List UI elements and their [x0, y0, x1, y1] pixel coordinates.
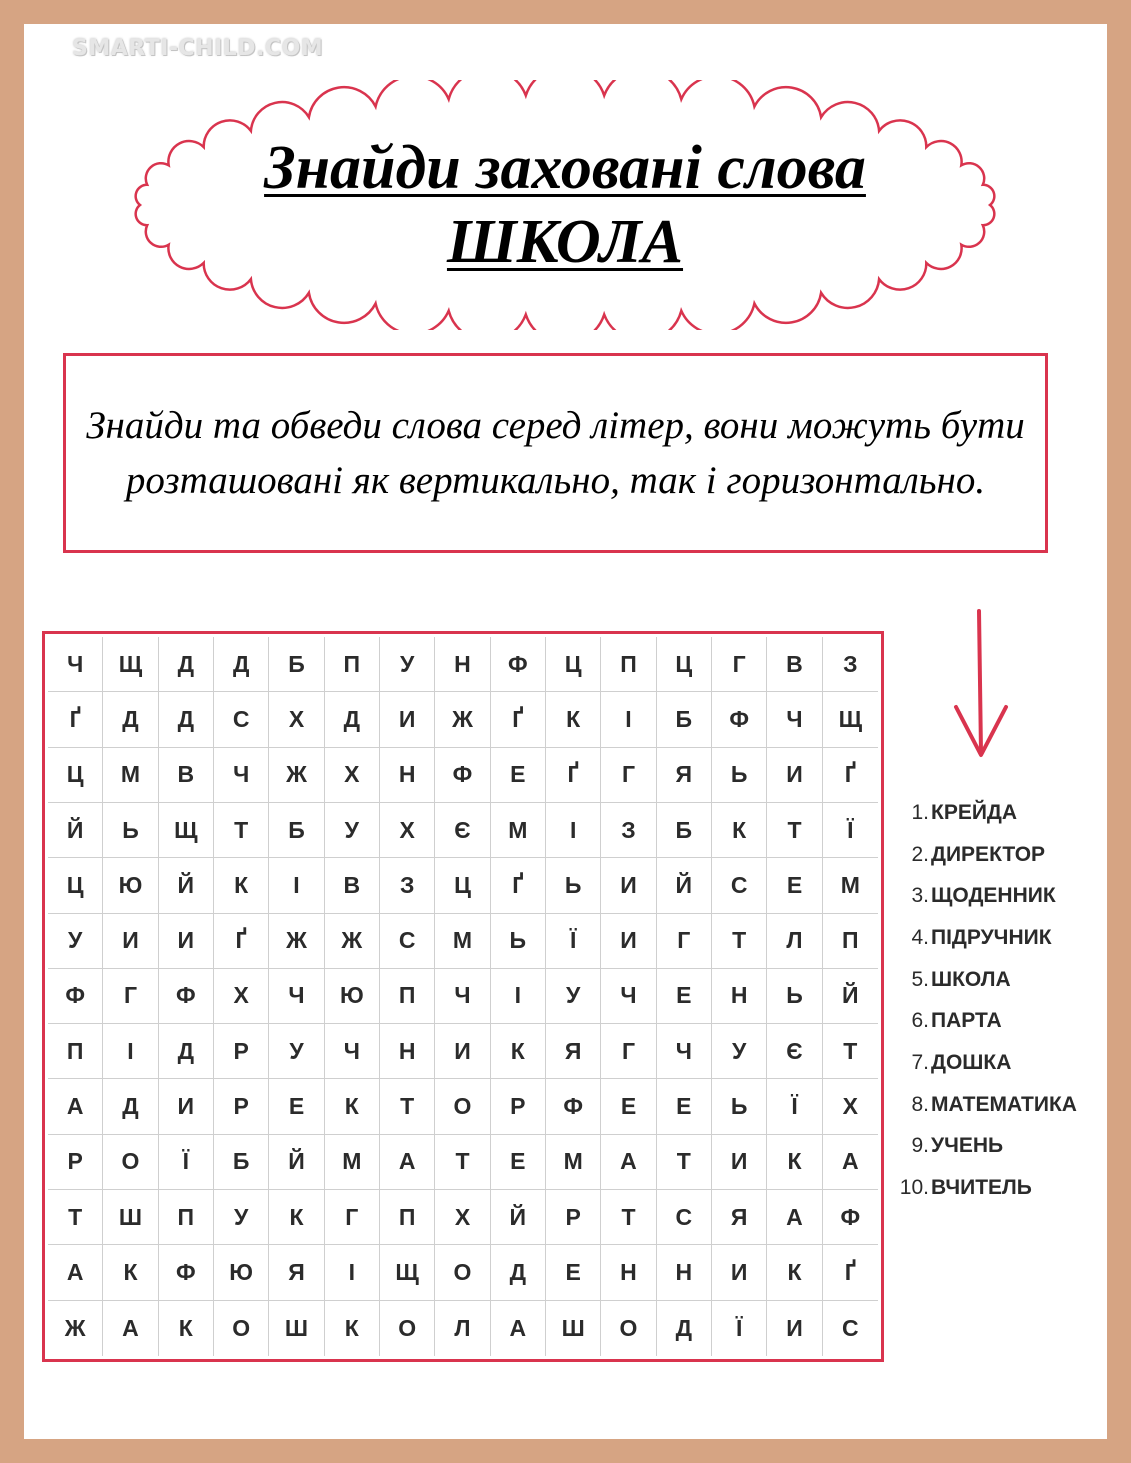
grid-cell[interactable]: К	[491, 1024, 546, 1079]
grid-cell[interactable]: О	[214, 1301, 269, 1356]
grid-cell[interactable]: Д	[103, 1079, 158, 1134]
grid-cell[interactable]: М	[491, 803, 546, 858]
grid-cell[interactable]: Ь	[767, 969, 822, 1024]
grid-cell[interactable]: Є	[767, 1024, 822, 1079]
word-number: 4.	[911, 925, 929, 949]
grid-cell[interactable]: С	[712, 858, 767, 913]
grid-cell[interactable]: Ш	[546, 1301, 601, 1356]
word-number: 3.	[911, 884, 929, 908]
grid-cell[interactable]: Д	[159, 1024, 214, 1079]
grid-cell[interactable]: Й	[48, 803, 103, 858]
grid-cell[interactable]: И	[380, 692, 435, 747]
grid-cell[interactable]: Г	[103, 969, 158, 1024]
grid-cell[interactable]: Е	[767, 858, 822, 913]
grid-cell[interactable]: Щ	[823, 692, 878, 747]
grid-cell[interactable]: Е	[269, 1079, 324, 1134]
word-list-item	[886, 1167, 1116, 1209]
grid-cell[interactable]: У	[380, 637, 435, 692]
grid-cell[interactable]: Я	[269, 1245, 324, 1300]
grid-cell[interactable]: Г	[601, 1024, 656, 1079]
word-number: 10.	[899, 1176, 929, 1200]
word-number: 8.	[911, 1092, 929, 1116]
grid-cell[interactable]: Ц	[48, 858, 103, 913]
grid-cell[interactable]: Ґ	[491, 692, 546, 747]
word-list-item	[886, 1126, 1116, 1168]
grid-cell[interactable]: Ф	[546, 1079, 601, 1134]
grid-cell[interactable]: Е	[657, 969, 712, 1024]
grid-cell[interactable]: Х	[380, 803, 435, 858]
grid-cell[interactable]: Т	[380, 1079, 435, 1134]
grid-cell[interactable]: Н	[380, 748, 435, 803]
grid-cell[interactable]: И	[435, 1024, 490, 1079]
arrow-down-icon	[940, 605, 1020, 765]
word-search-grid-box	[42, 631, 884, 1362]
word-label: ДОШКА	[931, 1050, 1012, 1074]
grid-cell[interactable]: І	[491, 969, 546, 1024]
grid-cell[interactable]: И	[712, 1135, 767, 1190]
grid-cell[interactable]: Г	[325, 1190, 380, 1245]
grid-cell[interactable]: Ю	[214, 1245, 269, 1300]
grid-cell[interactable]: П	[380, 1190, 435, 1245]
grid-cell[interactable]: Д	[657, 1301, 712, 1356]
word-label: МАТЕМАТИКА	[931, 1092, 1077, 1116]
grid-cell[interactable]: К	[269, 1190, 324, 1245]
grid-cell[interactable]: Х	[435, 1190, 490, 1245]
grid-cell[interactable]: Х	[214, 969, 269, 1024]
grid-cell[interactable]: Н	[712, 969, 767, 1024]
grid-cell[interactable]: М	[546, 1135, 601, 1190]
word-list-item	[886, 959, 1116, 1001]
grid-cell[interactable]: Ч	[48, 637, 103, 692]
grid-cell[interactable]: Ґ	[48, 692, 103, 747]
grid-cell[interactable]: Л	[767, 914, 822, 969]
word-list-item	[886, 875, 1116, 917]
grid-cell[interactable]: К	[325, 1301, 380, 1356]
grid-cell[interactable]: К	[159, 1301, 214, 1356]
grid-cell[interactable]: Ґ	[823, 1245, 878, 1300]
grid-cell[interactable]: Ф	[48, 969, 103, 1024]
grid-cell[interactable]: Т	[712, 914, 767, 969]
word-label: ШКОЛА	[931, 967, 1011, 991]
word-search-grid	[48, 637, 878, 1356]
grid-cell[interactable]: М	[823, 858, 878, 913]
grid-cell[interactable]: Щ	[380, 1245, 435, 1300]
word-number: 1.	[911, 800, 929, 824]
grid-cell[interactable]: П	[380, 969, 435, 1024]
grid-cell[interactable]: А	[823, 1135, 878, 1190]
grid-cell[interactable]: О	[601, 1301, 656, 1356]
grid-cell[interactable]: С	[214, 692, 269, 747]
grid-cell[interactable]: Ч	[269, 969, 324, 1024]
grid-cell[interactable]: Г	[601, 748, 656, 803]
grid-cell[interactable]: Ц	[48, 748, 103, 803]
word-number: 5.	[911, 967, 929, 991]
grid-cell[interactable]: Ю	[325, 969, 380, 1024]
grid-cell[interactable]: Т	[657, 1135, 712, 1190]
word-number: 9.	[911, 1134, 929, 1158]
word-label: ВЧИТЕЛЬ	[931, 1176, 1032, 1200]
grid-cell[interactable]: Б	[269, 803, 324, 858]
grid-cell[interactable]: Р	[48, 1135, 103, 1190]
grid-cell[interactable]: Ь	[712, 748, 767, 803]
grid-cell[interactable]: З	[380, 858, 435, 913]
grid-cell[interactable]: П	[601, 637, 656, 692]
grid-cell[interactable]: Й	[269, 1135, 324, 1190]
word-label: ЩОДЕННИК	[931, 884, 1056, 908]
grid-cell[interactable]: Н	[657, 1245, 712, 1300]
grid-cell[interactable]: Р	[491, 1079, 546, 1134]
grid-cell[interactable]: Б	[657, 692, 712, 747]
grid-cell[interactable]: Е	[546, 1245, 601, 1300]
grid-cell[interactable]: Д	[103, 692, 158, 747]
grid-cell[interactable]: І	[269, 858, 324, 913]
grid-cell[interactable]: І	[103, 1024, 158, 1079]
grid-cell[interactable]: Д	[159, 637, 214, 692]
grid-cell[interactable]: И	[103, 914, 158, 969]
grid-cell[interactable]: В	[767, 637, 822, 692]
grid-cell[interactable]: Ж	[325, 914, 380, 969]
grid-cell[interactable]: Й	[491, 1190, 546, 1245]
grid-cell[interactable]: Я	[657, 748, 712, 803]
title-block	[120, 80, 1010, 330]
grid-cell[interactable]: Щ	[103, 637, 158, 692]
grid-cell[interactable]: Н	[380, 1024, 435, 1079]
grid-cell[interactable]: Н	[601, 1245, 656, 1300]
grid-cell[interactable]: Ї	[159, 1135, 214, 1190]
grid-cell[interactable]: Ж	[435, 692, 490, 747]
word-number: 6.	[911, 1009, 929, 1033]
grid-cell[interactable]: О	[435, 1079, 490, 1134]
grid-cell[interactable]: Х	[325, 748, 380, 803]
grid-cell[interactable]: Ї	[767, 1079, 822, 1134]
grid-cell[interactable]: Х	[269, 692, 324, 747]
grid-cell[interactable]: Й	[657, 858, 712, 913]
grid-cell[interactable]: П	[823, 914, 878, 969]
grid-cell[interactable]: П	[48, 1024, 103, 1079]
grid-cell[interactable]: І	[601, 692, 656, 747]
word-list	[886, 792, 1116, 1209]
grid-cell[interactable]: И	[601, 858, 656, 913]
grid-cell[interactable]: У	[712, 1024, 767, 1079]
grid-cell[interactable]: Е	[491, 1135, 546, 1190]
grid-cell[interactable]: Ґ	[823, 748, 878, 803]
grid-cell[interactable]: Т	[435, 1135, 490, 1190]
page-title: Знайди заховані слова	[264, 134, 866, 202]
grid-cell[interactable]: И	[767, 748, 822, 803]
grid-cell[interactable]: Б	[269, 637, 324, 692]
grid-cell[interactable]: Т	[823, 1024, 878, 1079]
grid-cell[interactable]: А	[48, 1245, 103, 1300]
grid-cell[interactable]: Р	[214, 1024, 269, 1079]
instruction-text: Знайди та обведи слова серед літер, вони можуть бути розташовані як вертикально, так і горизонтально.	[86, 404, 1025, 502]
watermark-logo: SMARTI-CHILD.COM	[72, 36, 324, 61]
grid-cell[interactable]: Ж	[48, 1301, 103, 1356]
grid-cell[interactable]: С	[657, 1190, 712, 1245]
grid-cell[interactable]: Я	[712, 1190, 767, 1245]
grid-cell[interactable]: З	[823, 637, 878, 692]
grid-cell[interactable]: Щ	[159, 803, 214, 858]
word-list-item	[886, 792, 1116, 834]
grid-cell[interactable]: Н	[435, 637, 490, 692]
grid-cell[interactable]: О	[380, 1301, 435, 1356]
grid-cell[interactable]: Х	[823, 1079, 878, 1134]
word-number: 2.	[911, 842, 929, 866]
word-list-item	[886, 834, 1116, 876]
grid-cell[interactable]: А	[48, 1079, 103, 1134]
grid-cell[interactable]: С	[380, 914, 435, 969]
grid-cell[interactable]: Ї	[823, 803, 878, 858]
grid-cell[interactable]: П	[159, 1190, 214, 1245]
grid-cell[interactable]: Е	[601, 1079, 656, 1134]
grid-cell[interactable]: Ч	[767, 692, 822, 747]
grid-cell[interactable]: И	[712, 1245, 767, 1300]
grid-cell[interactable]: Ї	[546, 914, 601, 969]
grid-cell[interactable]: А	[491, 1301, 546, 1356]
grid-cell[interactable]: Ч	[601, 969, 656, 1024]
grid-cell[interactable]: Т	[767, 803, 822, 858]
grid-cell[interactable]: Т	[601, 1190, 656, 1245]
grid-cell[interactable]: И	[159, 914, 214, 969]
grid-cell[interactable]: Е	[491, 748, 546, 803]
grid-cell[interactable]: Р	[214, 1079, 269, 1134]
grid-cell[interactable]: Ш	[269, 1301, 324, 1356]
grid-cell[interactable]: С	[842, 1314, 859, 1341]
grid-cell[interactable]: Ц	[546, 637, 601, 692]
grid-cell[interactable]: Ч	[325, 1024, 380, 1079]
grid-cell[interactable]: Ж	[269, 748, 324, 803]
grid-cell[interactable]: Д	[325, 692, 380, 747]
grid-cell[interactable]: У	[546, 969, 601, 1024]
grid-cell[interactable]: Ь	[546, 858, 601, 913]
grid-cell[interactable]: Ж	[269, 914, 324, 969]
grid-cell[interactable]: Е	[657, 1079, 712, 1134]
word-number: 7.	[911, 1050, 929, 1074]
grid-cell[interactable]: Ц	[657, 637, 712, 692]
grid-cell[interactable]: Ь	[103, 803, 158, 858]
grid-cell[interactable]: І	[325, 1245, 380, 1300]
grid-cell[interactable]: Ь	[712, 1079, 767, 1134]
grid-cell[interactable]: Ч	[435, 969, 490, 1024]
grid-cell[interactable]: М	[103, 748, 158, 803]
grid-cell[interactable]: Ч	[214, 748, 269, 803]
grid-cell[interactable]: К	[712, 803, 767, 858]
grid-cell[interactable]: Ц	[435, 858, 490, 913]
grid-cell[interactable]: Ф	[491, 637, 546, 692]
word-label: ПІДРУЧНИК	[931, 925, 1052, 949]
grid-cell[interactable]: О	[103, 1135, 158, 1190]
grid-cell[interactable]: О	[435, 1245, 490, 1300]
grid-cell[interactable]: Ш	[103, 1190, 158, 1245]
grid-cell[interactable]: Т	[214, 803, 269, 858]
grid-cell[interactable]: Ф	[712, 692, 767, 747]
grid-cell[interactable]: И	[601, 914, 656, 969]
grid-cell[interactable]: Ґ	[214, 914, 269, 969]
grid-cell[interactable]: Ґ	[546, 748, 601, 803]
grid-cell[interactable]: Г	[712, 637, 767, 692]
page-subtitle: ШКОЛА	[446, 208, 684, 276]
grid-cell[interactable]: К	[546, 692, 601, 747]
instruction-box	[63, 353, 1048, 553]
grid-cell[interactable]: У	[269, 1024, 324, 1079]
grid-cell[interactable]: Ф	[159, 1245, 214, 1300]
grid-cell[interactable]: І	[546, 803, 601, 858]
grid-cell[interactable]: Ч	[657, 1024, 712, 1079]
grid-cell[interactable]: Є	[435, 803, 490, 858]
grid-cell[interactable]: М	[325, 1135, 380, 1190]
word-list-item	[886, 917, 1116, 959]
word-label: КРЕЙДА	[931, 800, 1018, 824]
grid-cell[interactable]: И	[159, 1079, 214, 1134]
grid-cell[interactable]: Л	[435, 1301, 490, 1356]
word-label: ПАРТА	[931, 1009, 1002, 1033]
grid-cell[interactable]: Д	[491, 1245, 546, 1300]
grid-cell[interactable]: Г	[657, 914, 712, 969]
grid-cell[interactable]: К	[767, 1245, 822, 1300]
grid-cell[interactable]: В	[159, 748, 214, 803]
grid-cell[interactable]: З	[601, 803, 656, 858]
grid-cell[interactable]: А	[601, 1135, 656, 1190]
word-list-item	[886, 1084, 1116, 1126]
grid-cell[interactable]: В	[325, 858, 380, 913]
grid-cell[interactable]: Ф	[823, 1190, 878, 1245]
grid-cell[interactable]: Т	[48, 1190, 103, 1245]
grid-cell[interactable]: Ї	[712, 1301, 767, 1356]
grid-cell[interactable]: А	[380, 1135, 435, 1190]
grid-cell[interactable]: Й	[823, 969, 878, 1024]
grid-cell[interactable]: К	[103, 1245, 158, 1300]
grid-cell[interactable]: Я	[546, 1024, 601, 1079]
grid-cell[interactable]: У	[214, 1190, 269, 1245]
grid-cell[interactable]: Ф	[435, 748, 490, 803]
word-label: УЧЕНЬ	[931, 1134, 1004, 1158]
grid-cell[interactable]: У	[325, 803, 380, 858]
grid-cell[interactable]: Д	[214, 637, 269, 692]
grid-cell[interactable]: К	[325, 1079, 380, 1134]
grid-cell[interactable]: М	[435, 914, 490, 969]
word-list-item	[886, 1000, 1116, 1042]
word-list-item	[886, 1042, 1116, 1084]
grid-cell[interactable]: П	[325, 637, 380, 692]
grid-cell[interactable]: Р	[546, 1190, 601, 1245]
grid-cell[interactable]: Б	[214, 1135, 269, 1190]
grid-cell[interactable]: Ю	[103, 858, 158, 913]
grid-cell[interactable]: Б	[657, 803, 712, 858]
grid-cell[interactable]: И	[767, 1301, 822, 1356]
grid-cell[interactable]: К	[214, 858, 269, 913]
grid-cell[interactable]: Ґ	[491, 858, 546, 913]
grid-cell[interactable]: У	[48, 914, 103, 969]
grid-cell[interactable]: Й	[159, 858, 214, 913]
grid-cell[interactable]: Д	[159, 692, 214, 747]
grid-cell[interactable]: К	[767, 1135, 822, 1190]
grid-cell[interactable]: А	[103, 1301, 158, 1356]
grid-cell[interactable]: А	[767, 1190, 822, 1245]
word-label: ДИРЕКТОР	[931, 842, 1046, 866]
grid-cell[interactable]: Ь	[491, 914, 546, 969]
grid-cell[interactable]: Ф	[159, 969, 214, 1024]
